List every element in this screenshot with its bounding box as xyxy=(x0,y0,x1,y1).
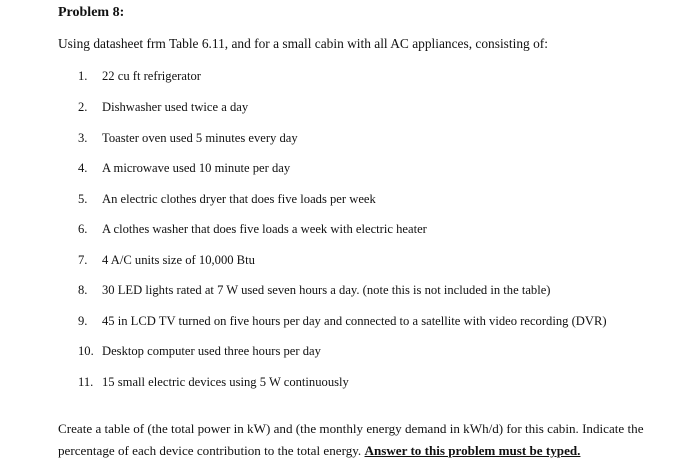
list-item-text: An electric clothes dryer that does five loads per week xyxy=(102,192,376,206)
list-item-text: 4 A/C units size of 10,000 Btu xyxy=(102,253,255,267)
list-item-number: 10. xyxy=(78,344,94,358)
list-item-text: Toaster oven used 5 minutes every day xyxy=(102,131,298,145)
list-item-text: Dishwasher used twice a day xyxy=(102,100,249,114)
problem-title: Problem 8: xyxy=(58,5,125,20)
task-text: Create a table of (the total power in kW) and (the monthly energy demand in kWh/d) for this cabin. Indicate the percentage of each device contribution to the total energy. xyxy=(58,421,644,458)
list-item-number: 2. xyxy=(78,100,88,114)
list-item-text: Desktop computer used three hours per day xyxy=(102,344,321,358)
list-item-number: 4. xyxy=(78,161,88,175)
list-item-number: 11. xyxy=(78,375,94,389)
list-item-text: A clothes washer that does five loads a week with electric heater xyxy=(102,222,427,236)
list-item-number: 9. xyxy=(78,314,88,328)
list-item-text: 15 small electric devices using 5 W continuously xyxy=(102,375,349,389)
list-item-number: 7. xyxy=(78,253,88,267)
list-item-text: 30 LED lights rated at 7 W used seven hours a day. (note this is not included in the table) xyxy=(102,283,551,297)
list-item-number: 1. xyxy=(78,69,88,83)
problem-intro: Using datasheet frm Table 6.11, and for a small cabin with all AC appliances, consisting of: xyxy=(58,36,548,51)
list-item-number: 3. xyxy=(78,131,88,145)
list-item-text: A microwave used 10 minute per day xyxy=(102,161,291,175)
list-item-number: 5. xyxy=(78,192,88,206)
task-instructions xyxy=(58,418,658,462)
list-item-text: 22 cu ft refrigerator xyxy=(102,69,201,83)
task-emphasis: Answer to this problem must be typed. xyxy=(364,443,581,458)
list-item-text: 45 in LCD TV turned on five hours per day and connected to a satellite with video recording (DVR) xyxy=(102,314,607,328)
list-item-number: 6. xyxy=(78,222,88,236)
list-item-number: 8. xyxy=(78,283,88,297)
